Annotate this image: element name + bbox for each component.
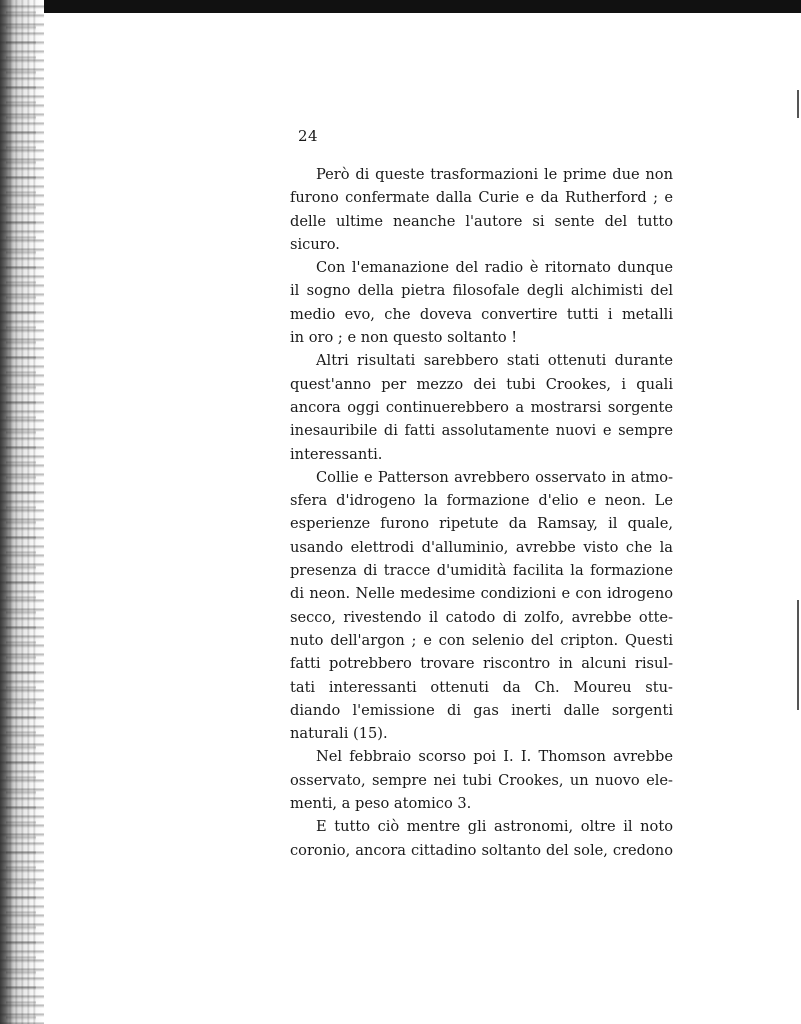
- text-line: quest'anno per mezzo dei tubi Crookes, i quali: [290, 375, 673, 393]
- text-line: secco, rivestendo il catodo di zolfo, avrebbe otte-: [290, 608, 673, 626]
- text-line: furono confermate dalla Curie e da Rutherford ; e: [290, 189, 673, 207]
- text-line: Altri risultati sarebbero stati ottenuti durante: [316, 352, 673, 370]
- text-line: osservato, sempre nei tubi Crookes, un nuovo ele-: [290, 771, 673, 789]
- text-line: naturali (15).: [290, 725, 388, 743]
- text-line: interessanti.: [290, 445, 383, 463]
- text-line: nuto dell'argon ; e con selenio del cripton. Questi: [290, 631, 673, 649]
- text-line: Però di queste trasformazioni le prime due non: [316, 166, 673, 183]
- text-line: tati interessanti ottenuti da Ch. Moureu stu-: [290, 678, 673, 696]
- scan-binding-speckle: [6, 0, 36, 1024]
- text-line: inesauribile di fatti assolutamente nuovi e sempre: [290, 422, 673, 440]
- text-line: il sogno della pietra filosofale degli alchimisti del: [290, 282, 673, 300]
- text-line: E tutto ciò mentre gli astronomi, oltre il noto: [316, 818, 673, 836]
- text-line: delle ultime neanche l'autore si sente del tutto: [290, 212, 673, 230]
- text-line: usando elettrodi d'alluminio, avrebbe visto che la: [290, 538, 673, 556]
- scan-right-edge-mark: [797, 600, 799, 710]
- text-line: Nel febbraio scorso poi I. I. Thomson avrebbe: [316, 748, 673, 766]
- text-line: in oro ; e non questo soltanto !: [290, 329, 518, 347]
- text-line: sicuro.: [290, 235, 340, 253]
- text-line: Collie e Patterson avrebbero osservato in atmo-: [316, 468, 673, 486]
- body-text: [290, 163, 673, 862]
- text-line: ancora oggi continuerebbero a mostrarsi sorgente: [290, 398, 673, 416]
- text-line: di neon. Nelle medesime condizioni e con idrogeno: [290, 585, 673, 603]
- text-line: fatti potrebbero trovare riscontro in alcuni risul-: [290, 655, 673, 673]
- text-line: presenza di tracce d'umidità facilita la formazione: [290, 562, 673, 580]
- page-number: 24: [298, 127, 319, 145]
- text-line: diando l'emissione di gas inerti dalle sorgenti: [290, 701, 673, 719]
- text-line: Con l'emanazione del radio è ritornato dunque: [316, 259, 673, 277]
- text-line: menti, a peso atomico 3.: [290, 795, 472, 813]
- scan-top-border: [0, 0, 801, 13]
- text-line: sfera d'idrogeno la formazione d'elio e neon. Le: [290, 492, 673, 510]
- text-line: medio evo, che doveva convertire tutti i metalli: [290, 305, 673, 323]
- text-line: coronio, ancora cittadino soltanto del sole, credono: [290, 841, 673, 859]
- scan-right-edge-mark: [797, 90, 799, 118]
- text-line: esperienze furono ripetute da Ramsay, il quale,: [290, 515, 673, 533]
